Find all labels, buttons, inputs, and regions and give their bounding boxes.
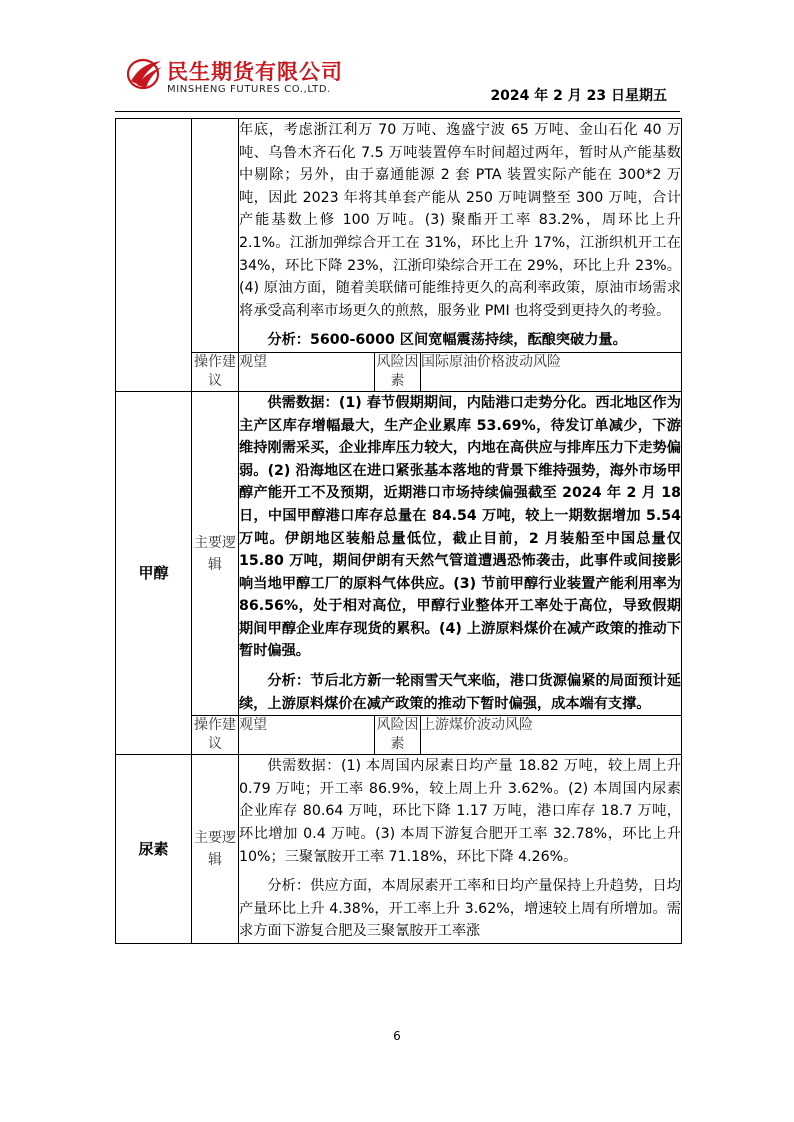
page-header	[0, 0, 794, 112]
urea-logic-label: 主要逻辑	[192, 755, 239, 944]
company-name-en: MINSHENG FUTURES CO.,LTD.	[167, 84, 331, 95]
methanol-risk-label: 风险因素	[375, 716, 421, 755]
pta-risk-value: 国际原油价格波动风险	[421, 352, 682, 391]
pta-logic-label-cell	[192, 119, 239, 353]
methanol-logic-label: 主要逻辑	[192, 391, 239, 715]
methanol-logic-row	[116, 391, 682, 715]
methanol-supply-demand: 供需数据：(1) 春节假期期间，内陆港口走势分化。西北地区作为主产区库存增幅最大，生产企业累库 53.69%，待发订单减少，下游维持刚需采买，企业排库压力较大，内地在高供应与排库压力下走势偏弱。(2) 沿海地区在进口紧张基本落地的背景下维持强势，海外市场甲醇产能开工不及预期，近期港口市场持续偏强截至 2024 年 2 月 18 日，中国甲醇港口库存总量在 84.54 万吨，较上一期数据增加 5.54 万吨。伊朗地区装船总量低位，截止目前，2 月装船至中国总量仅 15.80 万吨，期间伊朗有天然气管道遭遇恐怖袭击，此事件或间接影响当地甲醇工厂的原料气体供应。(3) 节前甲醇行业装置产能利用率为 86.56%，处于相对高位，甲醇行业整体开工率处于高位，导致假期期间甲醇企业库存现货的累积。(4) 上游原料煤价在减产政策的推动下暂时偏强。	[239, 394, 681, 660]
methanol-analysis: 分析：节后北方新一轮雨雪天气来临，港口货源偏紧的局面预计延续，上游原料煤价在减产政策的推动下暂时偏强，成本端有支撑。	[239, 673, 681, 712]
urea-logic-row	[116, 755, 682, 944]
pta-op-label: 操作建议	[192, 352, 239, 391]
pta-category-cell	[116, 119, 192, 392]
pta-paragraph: 年底，考虑浙江利万 70 万吨、逸盛宁波 65 万吨、金山石化 40 万吨、乌鲁木齐石化 7.5 万吨装置停车时间超过两年，暂时从产能基数中剔除；另外，由于嘉通能源 2 套 PTA 装置实际产能在 300*2 万吨，因此 2023 年将其单套产能从 250 万吨调整至 300 万吨，合计产能基数上修 100 万吨。(3) 聚酯开工率 83.2%，周环比上升 2.1%。江浙加弹综合开工在 31%，环比上升 17%，江浙织机开工在 34%，环比下降 23%，江浙印染综合开工在 29%，环比上升 23%。(4) 原油方面，随着美联储可能维持更久的高利率政策，原油市场需求将承受高利率市场更久的煎熬，服务业 PMI 也将受到更持久的考验。	[239, 122, 681, 319]
urea-supply-demand: 供需数据：(1) 本周国内尿素日均产量 18.82 万吨，较上周上升 0.79 万吨；开工率 86.9%，较上周上升 3.62%。(2) 本周国内尿素企业库存 80.64 万吨，环比下降 1.17 万吨，港口库存 18.7 万吨，环比增加 0.4 万吨。(3) 本周下游复合肥开工率 32.78%，环比上升 10%；三聚氰胺开工率 71.18%，环比下降 4.26%。	[239, 758, 681, 865]
urea-analysis: 分析：供应方面，本周尿素开工率和日均产量保持上升趋势，日均产量环比上升 4.38%，开工率上升 3.62%，增速较上周有所增加。需求方面下游复合肥及三聚氰胺开工率涨	[239, 878, 681, 940]
methanol-logic-content	[239, 391, 682, 715]
commodity-table	[115, 118, 682, 944]
pta-risk-label: 风险因素	[375, 352, 421, 391]
methanol-risk-value: 上游煤价波动风险	[421, 716, 682, 755]
pta-logic-content	[239, 119, 682, 353]
pta-analysis: 分析：5600-6000 区间宽幅震荡持续，酝酿突破力量。	[267, 332, 627, 349]
methanol-op-value: 观望	[239, 716, 375, 755]
report-date: 2024 年 2 月 23 日星期五	[490, 88, 667, 104]
company-logo	[127, 55, 367, 103]
minsheng-logo-icon	[127, 55, 163, 91]
methanol-op-label: 操作建议	[192, 716, 239, 755]
methanol-op-row	[116, 716, 682, 755]
pta-op-row	[116, 352, 682, 391]
header-rule	[115, 111, 680, 112]
company-name-cn: 民生期货有限公司	[167, 60, 343, 84]
pta-op-value: 观望	[239, 352, 375, 391]
page-number: 6	[393, 1029, 401, 1043]
urea-logic-content	[239, 755, 682, 944]
urea-category: 尿素	[116, 755, 192, 944]
methanol-category: 甲醇	[116, 391, 192, 754]
pta-logic-row	[116, 119, 682, 353]
